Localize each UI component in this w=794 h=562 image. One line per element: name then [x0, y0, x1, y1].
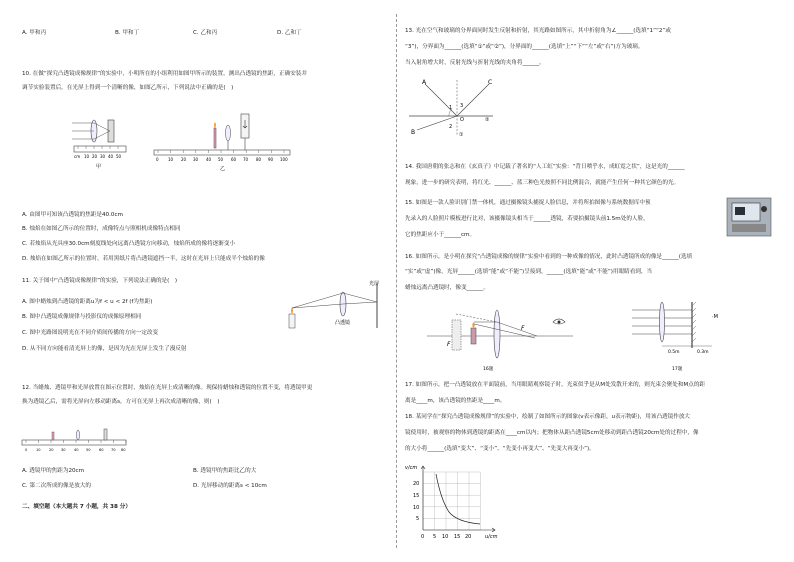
y-tick: 15 — [413, 493, 420, 499]
ruler1-tick: 30 — [100, 154, 106, 159]
face-icon — [735, 207, 745, 215]
label-angle-1: 1 — [449, 105, 453, 111]
ruler3-tick: 30 — [61, 448, 66, 452]
q16-figure — [425, 302, 575, 374]
q10-figure-jia — [70, 112, 130, 172]
q9-option-b: B. 甲和丁 — [115, 30, 140, 36]
section-2-heading: 二、填空题（本大题共 7 小题，共 38 分） — [22, 504, 131, 510]
ruler3-tick: 0 — [25, 448, 28, 452]
q13-stem-line1: 13. 光在空气和玻璃的分界面同时发生反射和折射，其光路如图所示，其中折射角为∠______(选填“1”“2”或 — [405, 28, 671, 34]
ruler2-tick: 80 — [256, 157, 262, 162]
ruler3-tick: 20 — [49, 448, 54, 452]
q11-stem: 11. 关于图中“凸透镜成像规律”的实验，下列说法正确的是( ) — [22, 278, 178, 284]
x-tick: 10 — [442, 534, 449, 540]
q18-stem-line1: 18. 某同学在“探究凸透镜成像规律”的实验中，绘制了如图所示的图象(v表示像距，u表示物距)，用该凸透镜作放大 — [405, 414, 691, 420]
q11-option-b: B. 图中凸透镜成像规律与投影仪的成像原理相同 — [22, 314, 142, 320]
y-tick: 5 — [416, 516, 420, 522]
q12-figure — [20, 425, 130, 455]
convex-lens — [494, 310, 500, 358]
v-u-curve — [436, 474, 480, 524]
label-B: B — [411, 129, 416, 136]
focal-point-right: F — [521, 325, 525, 332]
label-circle-2: ② — [485, 117, 490, 123]
flame-icon — [472, 322, 475, 328]
ruler3-tick: 50 — [86, 448, 91, 452]
q13-stem-line2: “3”)，分界面为______(选填“①”或“②”)，分界面的______(选填“上”“下”“左”或“右”)方为玻璃。 — [405, 44, 644, 50]
ruler1-tick: 40 — [108, 154, 114, 159]
ruler1-tick: 10 — [84, 154, 90, 159]
q18-stem-line3: 的大小将______(选填“变大”、“变小”、“先变小再变大”、“先变大再变小”)。 — [405, 446, 595, 452]
label-circle-1: ① — [459, 132, 464, 138]
candle — [214, 128, 216, 148]
q17-stem-line1: 17. 如图所示，把一凸透镜放在平面镜前，当用眼睛观察镜子时，光束似乎是从M处发散开来的，则光束会聚处和M点的距 — [405, 382, 706, 388]
ruler2-tick: 40 — [206, 157, 212, 162]
convex-lens — [660, 302, 665, 342]
candle — [471, 328, 476, 344]
ruler2-tick: 10 — [168, 157, 174, 162]
q10-stem-line1: 10. 在做“探究凸透镜成像规律”的实验中，小明所在的小组利用如图甲所示的装置，测出凸透镜的焦距，正确安装并 — [22, 71, 307, 77]
virtual-image — [452, 320, 461, 350]
q16-stem-line2: “实”或“虚”)像，光屏______(选填“能”或“不能”)呈接到，______(选填“能”或“不能”)用眼睛看到，当 — [405, 269, 653, 275]
ruler2-tick: 0 — [156, 157, 159, 162]
q16-stem-line3: 蜡烛远离凸透镜时，像变______。 — [405, 285, 489, 291]
ruler3-tick: 70 — [111, 448, 116, 452]
base-panel — [732, 224, 766, 232]
camera-icon — [761, 206, 767, 212]
q15-stem-line2: 先录入的人脸照片模板进行比对，该摄像镜头相当于______透镜，若要拍摄镜头前1.5m处的人脸， — [405, 216, 649, 222]
ray-A — [425, 84, 457, 116]
figure-17-caption: 17题 — [672, 367, 683, 372]
q12-option-b: B. 透镜甲的焦距比乙的大 — [193, 468, 257, 474]
ruler3-tick: 60 — [99, 448, 104, 452]
ruler1-tick: 50 — [116, 154, 122, 159]
ruler2-tick: 60 — [231, 157, 237, 162]
x-tick: 5 — [433, 534, 437, 540]
q17-stem-line2: 离是____m，该凸透镜的焦距是____m。 — [405, 398, 506, 404]
label-lens: 凸透镜 — [335, 320, 351, 326]
figure-16-caption: 16题 — [483, 367, 494, 372]
ray-C — [457, 84, 489, 116]
x-tick: 20 — [465, 534, 472, 540]
q14-stem-line1: 14. 我国唐朝的张志和在《玄真子》中记载了著名的“人工虹”实验：“背日喷乎水，成虹霓之状”，这是光的______ — [405, 164, 685, 170]
optical-bench — [154, 150, 290, 155]
lens — [77, 430, 80, 440]
q13-stem-line3: 当入射角增大时，反射光线与折射光线的夹角将______。 — [405, 60, 545, 66]
q10-option-c: C. 若烛焰从光具座30.0cm刻度线处向远离凸透镜方向移动，烛焰所成的像将逐渐变小 — [22, 241, 236, 247]
q9-option-a: A. 甲和丙 — [22, 30, 47, 36]
screen — [108, 120, 114, 142]
graph-grid — [423, 472, 481, 530]
focal-point-left: F — [447, 341, 451, 348]
label-C: C — [488, 79, 493, 86]
ruler2-tick: 70 — [243, 157, 249, 162]
right-column — [397, 0, 794, 562]
distance-0-3m: 0.3m — [697, 350, 709, 355]
light-screen — [104, 429, 107, 440]
q13-figure — [405, 74, 495, 138]
q18-stem-line2: 镜使用时，被观察的物体到透镜的距离在____cm以内；把物体从距凸透镜5cm处移动到距凸透镜20cm处的过程中，像 — [405, 430, 699, 436]
ruler3-tick: 10 — [36, 448, 41, 452]
q11-option-a: A. 图中蜡烛到凸透镜的距离u为f < u < 2f (f为焦距) — [22, 299, 153, 305]
q10-option-d: D. 烛焰在如图乙所示的位置时，若用黑纸片将凸透镜遮挡一半，这时在光屏上只能成半个烛焰的像 — [22, 256, 265, 262]
lens — [226, 125, 231, 141]
figure-label-jia: 甲 — [96, 164, 102, 170]
q14-stem-line2: 现象，进一步的研究表明，将红光、______、蓝三种色光按照不同比例混合，就能产生任何一种其它颜色的光。 — [405, 180, 680, 186]
q10-stem-line2: 调节实验装置后，在光屏上得到一个清晰的像，如图乙所示，下列说法中正确的是( ) — [22, 85, 234, 91]
y-axis-label: v/cm — [405, 465, 418, 471]
label-guangping: 光屏 — [369, 281, 380, 287]
q16-stem-line1: 16. 如图所示，是小明在探究“凸透镜成像的规律”实验中看到的一种成像的情况，此时凸透镜所成的像是______(选填 — [405, 254, 693, 260]
q12-option-d: D. 光屏移动的距离s < 10cm — [193, 483, 267, 489]
q12-option-a: A. 透镜甲的焦距为20cm — [22, 468, 85, 474]
optical-bench — [22, 440, 126, 445]
label-angle-3: 3 — [460, 103, 464, 109]
y-tick: 20 — [413, 481, 420, 487]
q9-option-d: D. 乙和丁 — [277, 30, 302, 36]
ruler3-tick: 40 — [74, 448, 79, 452]
q10-option-a: A. 由图甲可知该凸透镜的焦距是40.0cm — [22, 212, 123, 218]
q11-option-c: C. 图中光路图说明光在不同介质间传播的方向一定改变 — [22, 330, 159, 336]
ruler1-tick: 20 — [92, 154, 98, 159]
q12-stem-line2: 换为透镜乙后，需将光屏向左移动距离s，方可在光屏上再次成清晰的像，则( ) — [22, 399, 220, 405]
label-angle-2: 2 — [449, 124, 453, 130]
candle — [52, 432, 54, 440]
figure-label-yi: 乙 — [220, 166, 226, 172]
ruler1-unit: cm — [74, 154, 81, 159]
q12-stem-line1: 12. 当蜡烛、透镜甲和光屏放置在图示位置时，烛焰在光屏上成清晰的像。现保持蜡烛和透镜的位置不变，将透镜甲更 — [22, 385, 313, 391]
ruler2-tick: 30 — [193, 157, 199, 162]
q10-figure-yi — [150, 108, 295, 176]
ruler2-tick: 90 — [268, 157, 274, 162]
y-tick: 10 — [413, 505, 420, 511]
point-M: ·M — [712, 314, 718, 320]
ruler2-tick: 100 — [280, 157, 288, 162]
q18-graph — [405, 462, 505, 540]
q10-option-b: B. 烛焰在如图乙所示的位置时，成像特点与照相机成像特点相同 — [22, 226, 181, 232]
x-tick: 0 — [421, 534, 425, 540]
face-recognition-device — [726, 197, 772, 237]
q15-stem-line3: 它的焦距应小于______cm。 — [405, 232, 476, 238]
candle — [289, 314, 295, 328]
ruler2-tick: 20 — [181, 157, 187, 162]
x-axis-label: u/cm — [485, 534, 498, 540]
distance-0-5m: 0.5m — [668, 350, 680, 355]
q9-option-c: C. 乙和丙 — [193, 30, 218, 36]
q12-option-c: C. 第二次所成的像是放大的 — [22, 483, 91, 489]
q17-figure — [602, 300, 752, 375]
label-O: O — [460, 117, 464, 123]
q11-figure — [285, 280, 390, 345]
ruler3-tick: 80 — [121, 448, 126, 452]
q11-option-d: D. 从不同方向能看清光屏上的像，是因为光在光屏上发生了漫反射 — [22, 346, 187, 352]
ruler2-tick: 50 — [218, 157, 224, 162]
x-tick: 15 — [454, 534, 461, 540]
q15-stem-line1: 15. 如图是一款人脸识别门禁一体机，通过摄像镜头捕捉人脸信息，并将所拍图像与系统数据库中预 — [405, 200, 651, 206]
label-A: A — [422, 79, 427, 86]
flame-icon — [214, 122, 216, 128]
